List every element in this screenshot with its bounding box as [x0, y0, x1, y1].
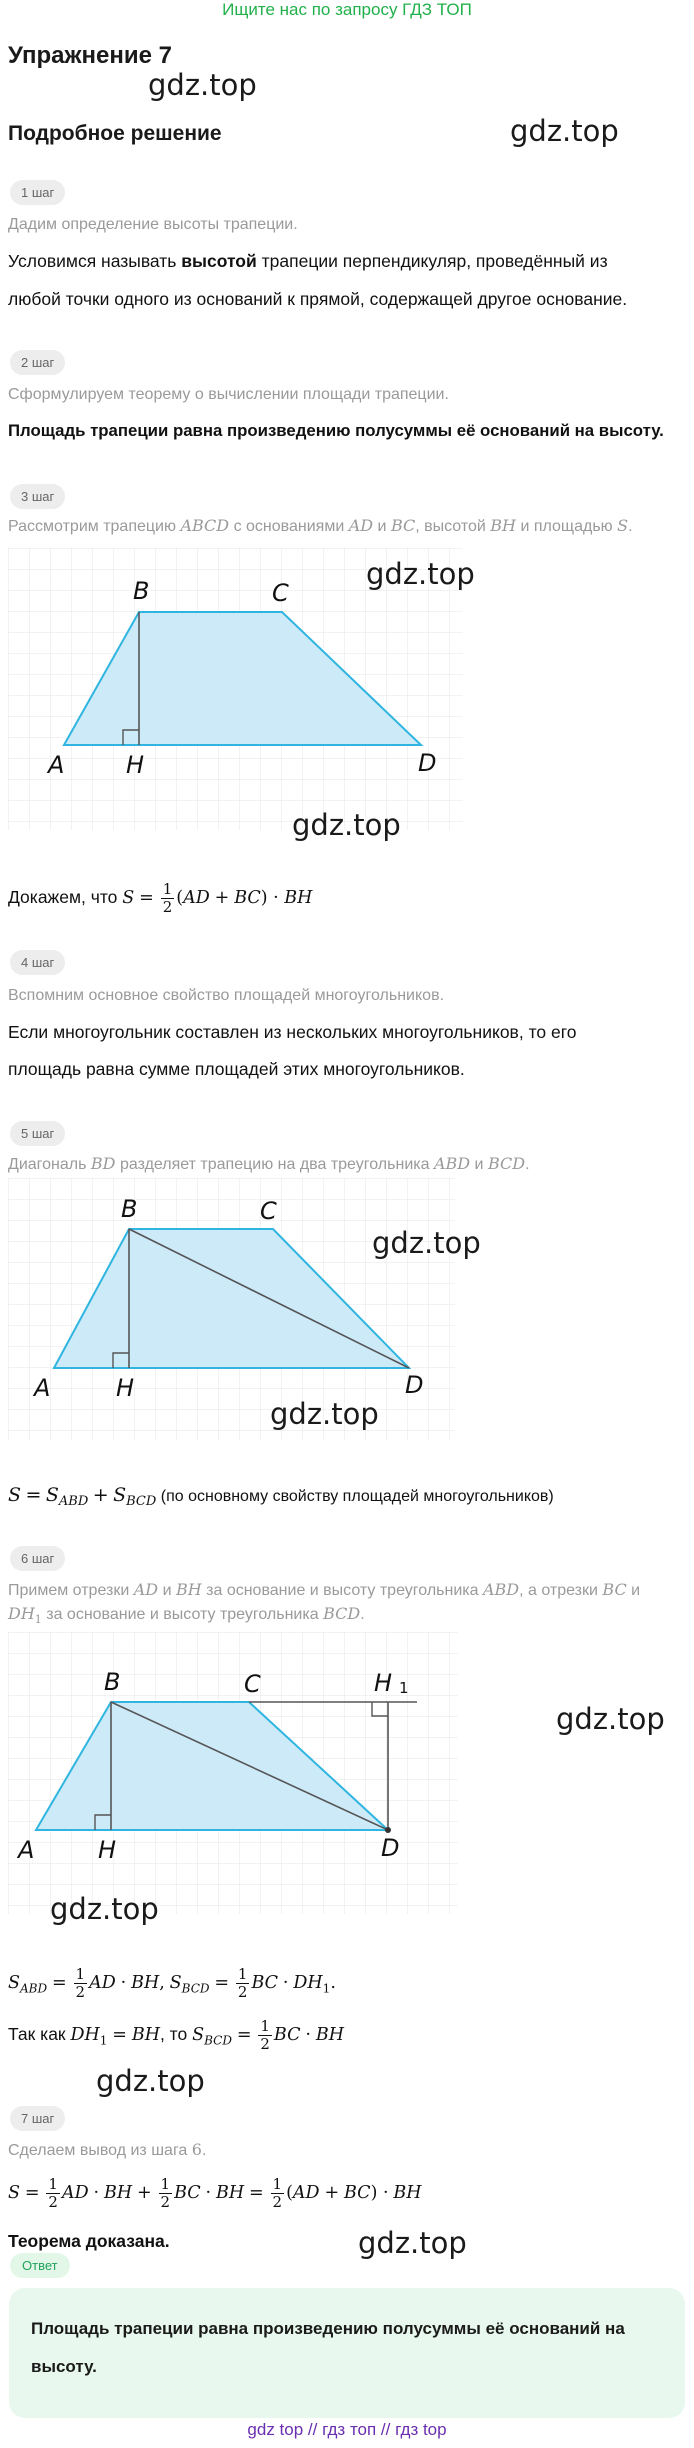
trapezoid-figure-2	[8, 1178, 455, 1440]
watermark: gdz.top	[148, 68, 257, 102]
trapezoid-figure-3	[8, 1632, 458, 1914]
answer-box	[9, 2288, 685, 2418]
step-note: Диагональ BD разделяет трапецию на два треугольника ABD и BCD.	[8, 1154, 530, 1173]
label-a: A	[34, 1374, 51, 1402]
answer-text: Площадь трапеции равна произведению полусуммы её оснований на	[31, 2319, 625, 2338]
watermark: gdz.top	[270, 1397, 379, 1431]
step-note: Примем отрезки AD и BH за основание и высоту треугольника ABD, а отрезки BC и	[8, 1580, 641, 1599]
step-badge: 2 шаг	[10, 350, 65, 375]
search-hint-link[interactable]: Ищите нас по запросу ГДЗ ТОП	[222, 0, 472, 19]
sum-formula: $S = S_{ABD} + S_{BCD}$ (по основному свойству площадей многоугольников)	[8, 1484, 554, 1510]
label-d: D	[381, 1834, 400, 1862]
label-d: D	[418, 749, 437, 777]
label-b: B	[121, 1195, 138, 1223]
area-formulas: $S_{ABD}$ = $\frac{1}{2}$ AD · BH, $S_{BCD}$ = $\frac{1}{2}$ BC · $DH_1$.	[8, 1964, 336, 2001]
step-note: Дадим определение высоты трапеции.	[8, 216, 298, 233]
step-text: площадь равна сумме площадей этих многоугольников.	[8, 1059, 465, 1079]
label-a: A	[18, 1836, 35, 1864]
step-badge: 4 шаг	[10, 950, 65, 975]
step-badge: 6 шаг	[10, 1546, 65, 1571]
step-badge: 5 шаг	[10, 1121, 65, 1146]
label-d: D	[405, 1371, 424, 1399]
solution-heading: Подробное решение	[8, 122, 222, 145]
label-h: H	[98, 1836, 117, 1864]
label-b: B	[104, 1668, 121, 1696]
watermark: gdz.top	[510, 114, 619, 148]
label-c: C	[260, 1197, 277, 1225]
conclusion: Теорема доказана.	[8, 2231, 170, 2251]
label-h1-sub: 1	[399, 1679, 409, 1697]
label-c: C	[244, 1670, 261, 1698]
label-c: C	[272, 579, 289, 607]
step-badge: 1 шаг	[10, 180, 65, 205]
step-note: Сформулируем теорему о вычислении площади трапеции.	[8, 386, 449, 403]
watermark: gdz.top	[366, 557, 475, 591]
step-badge: 7 шаг	[10, 2106, 65, 2131]
prove-formula: Докажем, что S = $\frac{1}{2}$ (AD + BC) · BH	[8, 879, 313, 916]
label-h1: H	[374, 1669, 393, 1697]
label-h: H	[126, 751, 145, 779]
watermark: gdz.top	[292, 808, 401, 842]
step-text: Условимся называть высотой трапеции перпендикуляр, проведённый из	[8, 251, 608, 271]
step-note: Рассмотрим трапецию ABCD с основаниями AD и BC, высотой BH и площадью S.	[8, 516, 633, 535]
step-note: $DH_1$ за основание и высоту треугольника BCD.	[8, 1604, 365, 1627]
answer-badge: Ответ	[10, 2253, 70, 2278]
step-text: любой точки одного из оснований к прямой, содержащей другое основание.	[8, 289, 628, 309]
label-h: H	[116, 1374, 135, 1402]
watermark: gdz.top	[358, 2226, 467, 2260]
watermark: gdz.top	[372, 1226, 481, 1260]
since-formula: Так как $DH_1$ = BH, то $S_{BCD}$ = $\frac{1}{2}$ BC · BH	[8, 2016, 344, 2053]
exercise-title: Упражнение 7	[8, 42, 172, 69]
step-text: Если многоугольник составлен из нескольких многоугольников, то его	[8, 1022, 577, 1042]
watermark: gdz.top	[96, 2064, 205, 2098]
watermark: gdz.top	[556, 1702, 665, 1736]
label-b: B	[133, 577, 150, 605]
footer-links[interactable]: gdz top // гдз топ // гдз top	[247, 2420, 447, 2439]
watermark: gdz.top	[50, 1892, 159, 1926]
theorem-statement: Площадь трапеции равна произведению полусуммы её оснований на высоту.	[8, 421, 664, 440]
step-note: Вспомним основное свойство площадей многоугольников.	[8, 987, 445, 1004]
step-note: Сделаем вывод из шага 6.	[8, 2140, 207, 2159]
step-badge: 3 шаг	[10, 484, 65, 509]
label-a: A	[48, 751, 65, 779]
answer-text: высоту.	[31, 2357, 97, 2376]
final-formula: S = $\frac{1}{2}$ AD · BH + $\frac{1}{2}$ BC · BH = $\frac{1}{2}$ (AD + BC) · BH	[8, 2174, 422, 2211]
